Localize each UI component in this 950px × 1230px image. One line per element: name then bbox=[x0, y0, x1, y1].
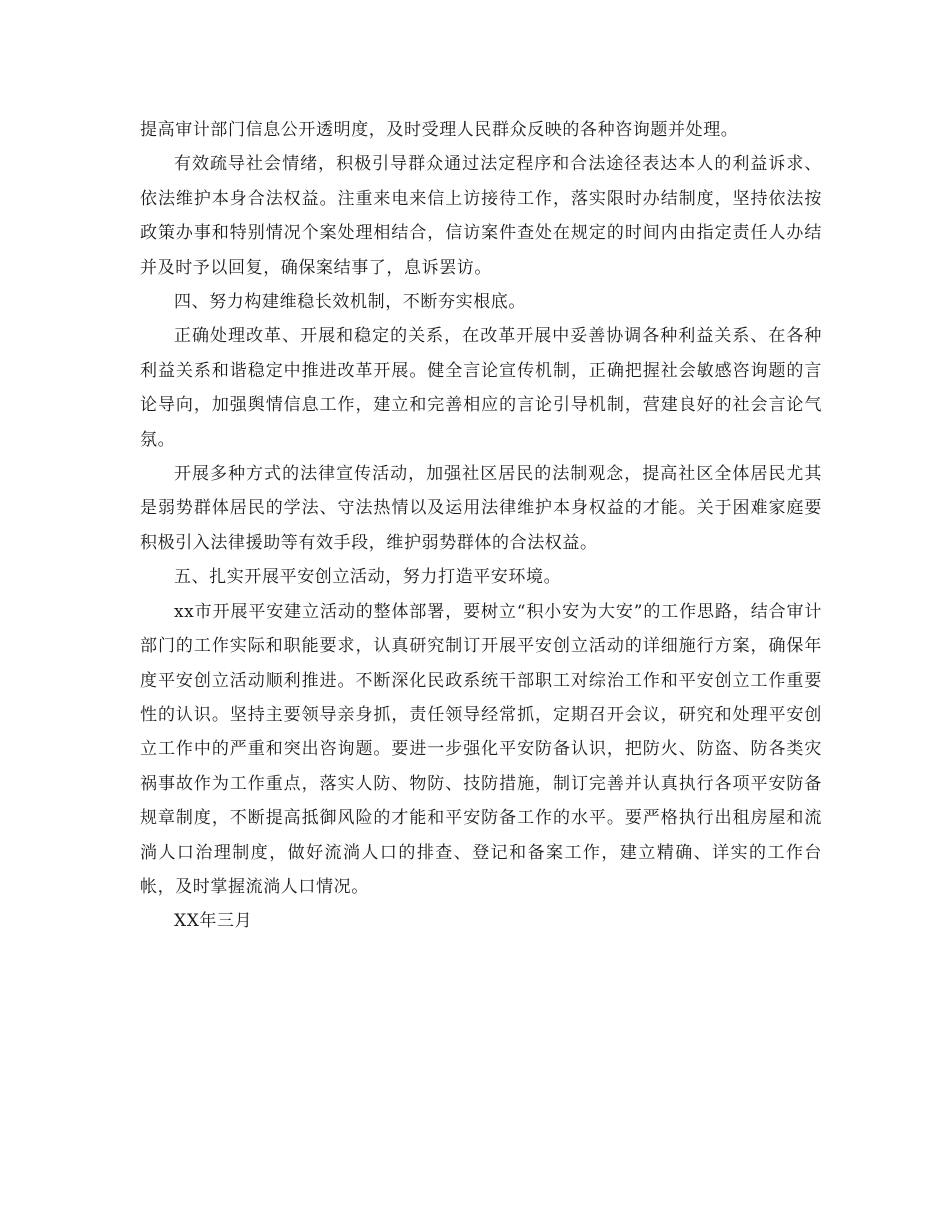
paragraph-petition-handling: 有效疏导社会情绪，积极引导群众通过法定程序和合法途径表达本人的利益诉求、依法维护本身合法权益。注重来电来信上访接待工作，落实限时办结制度，坚持依法按政策办事和特别情况个案处理相结合，信访案件查处在规定的时间内由指定责任人办结并及时予以回复，确保案结事了，息诉罢访。 bbox=[140, 154, 822, 278]
paragraph-reform-stability: 正确处理改革、开展和稳定的关系，在改革开展中妥善协调各种利益关系、在各种利益关系和谐稳定中推进改革开展。健全言论宣传机制，正确把握社会敏感咨询题的言论导向，加强舆情信息工作，建立和完善相应的言论引导机制，营建良好的社会言论气氛。 bbox=[140, 326, 822, 450]
paragraph-continuation: 提高审计部门信息公开透明度，及时受理人民群众反映的各种咨询题并处理。 bbox=[140, 120, 739, 140]
paragraph-safety-creation: xx市开展平安建立活动的整体部署，要树立“积小安为大安”的工作思路，结合审计部门的工作实际和职能要求，认真研究制订开展平安创立活动的详细施行方案，确保年度平安创立活动顺利推进。不断深化民政系统干部职工对综治工作和平安创立工作重要性的认识。坚持主要领导亲身抓，责任领导经常抓，定期召开会议，研究和处理平安创立工作中的严重和突出咨询题。要进一步强化平安防备认识，把防火、防盗、防各类灾祸事故作为工作重点，落实人防、物防、技防措施，制订完善并认真执行各项平安防备规章制度，不断提高抵御风险的才能和平安防备工作的水平。要严格执行出租房屋和流淌人口治理制度，做好流淌人口的排查、登记和备案工作，建立精确、详实的工作台帐，及时掌握流淌人口情况。 bbox=[140, 601, 822, 897]
section-heading-five: 五、扎实开展平安创立活动，努力打造平安环境。 bbox=[174, 567, 562, 588]
document-date: XX年三月 bbox=[174, 911, 253, 932]
document-body bbox=[140, 113, 822, 939]
section-heading-four: 四、努力构建维稳长效机制，不断夯实根底。 bbox=[174, 292, 526, 313]
paragraph-legal-publicity: 开展多种方式的法律宣传活动，加强社区居民的法制观念，提高社区全体居民尤其是弱势群体居民的学法、守法热情以及运用法律维护本身权益的才能。关于困难家庭要积极引入法律援助等有效手段，维护弱势群体的合法权益。 bbox=[140, 464, 822, 553]
